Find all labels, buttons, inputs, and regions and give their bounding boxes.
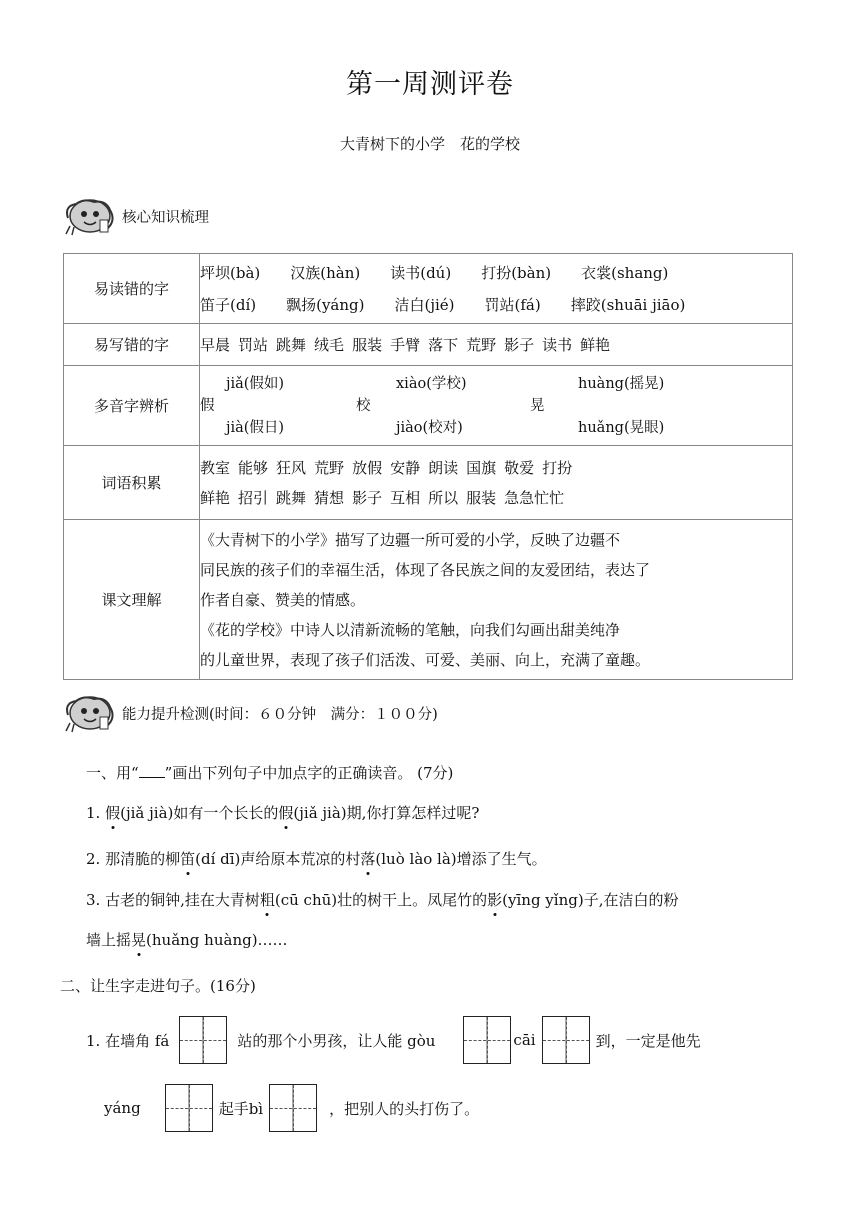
word: 衣裳(shang) (581, 263, 669, 282)
word-line (200, 257, 792, 289)
q-text: (cū chū)壮的树干上。凤尾竹的 (274, 891, 488, 909)
polyphone-char: 校 (356, 397, 371, 414)
q-text: (jiǎ jià)如有一个长长的 (120, 804, 279, 822)
word: 荒野 (314, 458, 345, 477)
word: 手臂 (390, 335, 421, 354)
part1-heading (86, 762, 453, 783)
polyphone-reading: jià(假日) (226, 419, 285, 436)
q-text: cāi (513, 1031, 536, 1049)
q-text: 到，一定是他先 (595, 1031, 701, 1050)
polyphone-reading: jiǎ(假如) (226, 375, 285, 392)
word: 影子 (352, 488, 383, 507)
word: 教室 (200, 458, 231, 477)
part2-heading: 二、让生字走进句子。(16分) (60, 977, 256, 995)
word: 影子 (504, 335, 535, 354)
row-head: 易写错的字 (64, 324, 200, 366)
word: 打扮 (542, 458, 573, 477)
word: 服装 (466, 488, 497, 507)
writing-grid-box[interactable] (463, 1016, 511, 1064)
word-line (200, 289, 792, 321)
word: 互相 (390, 488, 421, 507)
knowledge-table (63, 253, 793, 680)
word: 汉族(hàn) (290, 263, 361, 282)
word: 荒野 (466, 335, 497, 354)
word: 鲜艳 (200, 488, 231, 507)
word: 放假 (352, 458, 383, 477)
word: 服装 (352, 335, 383, 354)
text-line: 《花的学校》中诗人以清新流畅的笔触，向我们勾画出甜美纯净 (200, 620, 621, 639)
word: 安静 (390, 458, 421, 477)
word: 读书(dú) (390, 263, 452, 282)
q-text: 1. (86, 804, 106, 822)
q-text: 起手bì (218, 1099, 264, 1118)
question-2-1-cont (104, 1083, 479, 1133)
dotted-char: 假 (105, 804, 121, 822)
table-row (64, 446, 793, 520)
q-text: 1. 在墙角 fá (86, 1031, 170, 1050)
q-text: 站的那个小男孩，让人能 gòu (237, 1031, 436, 1050)
word: 洁白(jié) (394, 295, 455, 314)
word: 狂风 (276, 458, 307, 477)
table-row (64, 366, 793, 446)
row-head: 多音字辨析 (64, 366, 200, 446)
section-test-label: 能力提升检测(时间：６０分钟 满分：１００分) (122, 706, 438, 723)
row-head: 易读错的字 (64, 254, 200, 324)
word: 国旗 (466, 458, 497, 477)
word-line (200, 483, 792, 513)
row-content (200, 254, 793, 324)
page-title: 第一周测评卷 (346, 69, 514, 100)
word: 敬爱 (504, 458, 535, 477)
section-knowledge-label: 核心知识梳理 (122, 209, 209, 226)
table-row (64, 324, 793, 366)
row-content (200, 366, 793, 446)
writing-grid-box[interactable] (179, 1016, 227, 1064)
row-content (200, 446, 793, 520)
text-line: 的儿童世界，表现了孩子们活泼、可爱、美丽、向上，充满了童趣。 (200, 650, 651, 669)
table-row (64, 520, 793, 680)
dotted-char: 粗 (259, 891, 275, 909)
word: 朗读 (428, 458, 459, 477)
q-text: (yīng yǐng)子,在洁白的粉 (502, 891, 679, 909)
polyphone-reading: huǎng(晃眼) (578, 419, 665, 436)
q-text: 墙上摇 (86, 931, 132, 949)
word: 跳舞 (276, 335, 307, 354)
cartoon-mascot-icon (60, 196, 118, 236)
word-line (200, 329, 792, 361)
word: 早晨 (200, 335, 231, 354)
word: 摔跤(shuāi jiāo) (570, 295, 686, 314)
dotted-char: 晃 (131, 931, 147, 949)
row-content (200, 520, 793, 680)
polyphone-block (200, 372, 792, 440)
dotted-char: 落 (360, 850, 376, 868)
word: 猜想 (314, 488, 345, 507)
word: 笛子(dí) (200, 295, 257, 314)
word: 坪坝(bà) (200, 263, 261, 282)
text-line: 作者自豪、赞美的情感。 (200, 590, 366, 609)
text-line: 《大青树下的小学》描写了边疆一所可爱的小学，反映了边疆不 (200, 530, 621, 549)
word: 能够 (238, 458, 269, 477)
word: 急急忙忙 (504, 488, 565, 507)
section-test-header (60, 693, 438, 733)
writing-grid-box[interactable] (165, 1084, 213, 1132)
polyphone-char: 晃 (530, 397, 545, 414)
cartoon-mascot-icon (60, 693, 118, 733)
question-1-3 (86, 889, 678, 910)
heading-text: ”画出下列句子中加点字的正确读音。 (7分) (164, 764, 454, 782)
word: 绒毛 (314, 335, 345, 354)
word: 所以 (428, 488, 459, 507)
q-text: yáng (104, 1099, 141, 1117)
table-row (64, 254, 793, 324)
row-content (200, 324, 793, 366)
question-1-2 (86, 848, 547, 869)
q-text: 2. 那清脆的柳 (86, 850, 181, 868)
dotted-char: 假 (278, 804, 294, 822)
word: 读书 (542, 335, 573, 354)
question-2-1 (86, 1015, 701, 1065)
dotted-char: 笛 (180, 850, 196, 868)
page-subtitle: 大青树下的小学 花的学校 (339, 135, 520, 153)
heading-text: 一、用“ (86, 764, 139, 782)
word: 跳舞 (276, 488, 307, 507)
question-1-1 (86, 802, 479, 823)
row-head: 课文理解 (64, 520, 200, 680)
row-head: 词语积累 (64, 446, 200, 520)
word: 招引 (238, 488, 269, 507)
question-1-3-cont (86, 929, 288, 950)
word: 鲜艳 (580, 335, 611, 354)
polyphone-reading: xiào(学校) (396, 375, 467, 392)
q-text: (huǎng huàng)…… (146, 931, 288, 949)
polyphone-char: 假 (200, 397, 215, 414)
q-text: 3. 古老的铜钟,挂在大青树 (86, 891, 260, 909)
word-line (200, 453, 792, 483)
word: 罚站 (238, 335, 269, 354)
q-text: ，把别人的头打伤了。 (329, 1099, 480, 1118)
q-text: (luò lào là)增添了生气。 (375, 850, 547, 868)
word: 飘扬(yáng) (286, 295, 365, 314)
section-knowledge-header (60, 196, 209, 236)
word: 落下 (428, 335, 459, 354)
q-text: (dí dī)声给原本荒凉的村 (195, 850, 361, 868)
writing-grid-box[interactable] (269, 1084, 317, 1132)
dotted-char: 影 (487, 891, 503, 909)
word: 打扮(bàn) (481, 263, 552, 282)
q-text: (jiǎ jià)期,你打算怎样过呢? (293, 804, 480, 822)
underline-blank (139, 763, 165, 778)
polyphone-reading: huàng(摇晃) (578, 375, 665, 392)
writing-grid-box[interactable] (542, 1016, 590, 1064)
word: 罚站(fá) (484, 295, 541, 314)
polyphone-reading: jiào(校对) (396, 419, 463, 436)
text-line: 同民族的孩子们的幸福生活，体现了各民族之间的友爱团结，表达了 (200, 560, 651, 579)
